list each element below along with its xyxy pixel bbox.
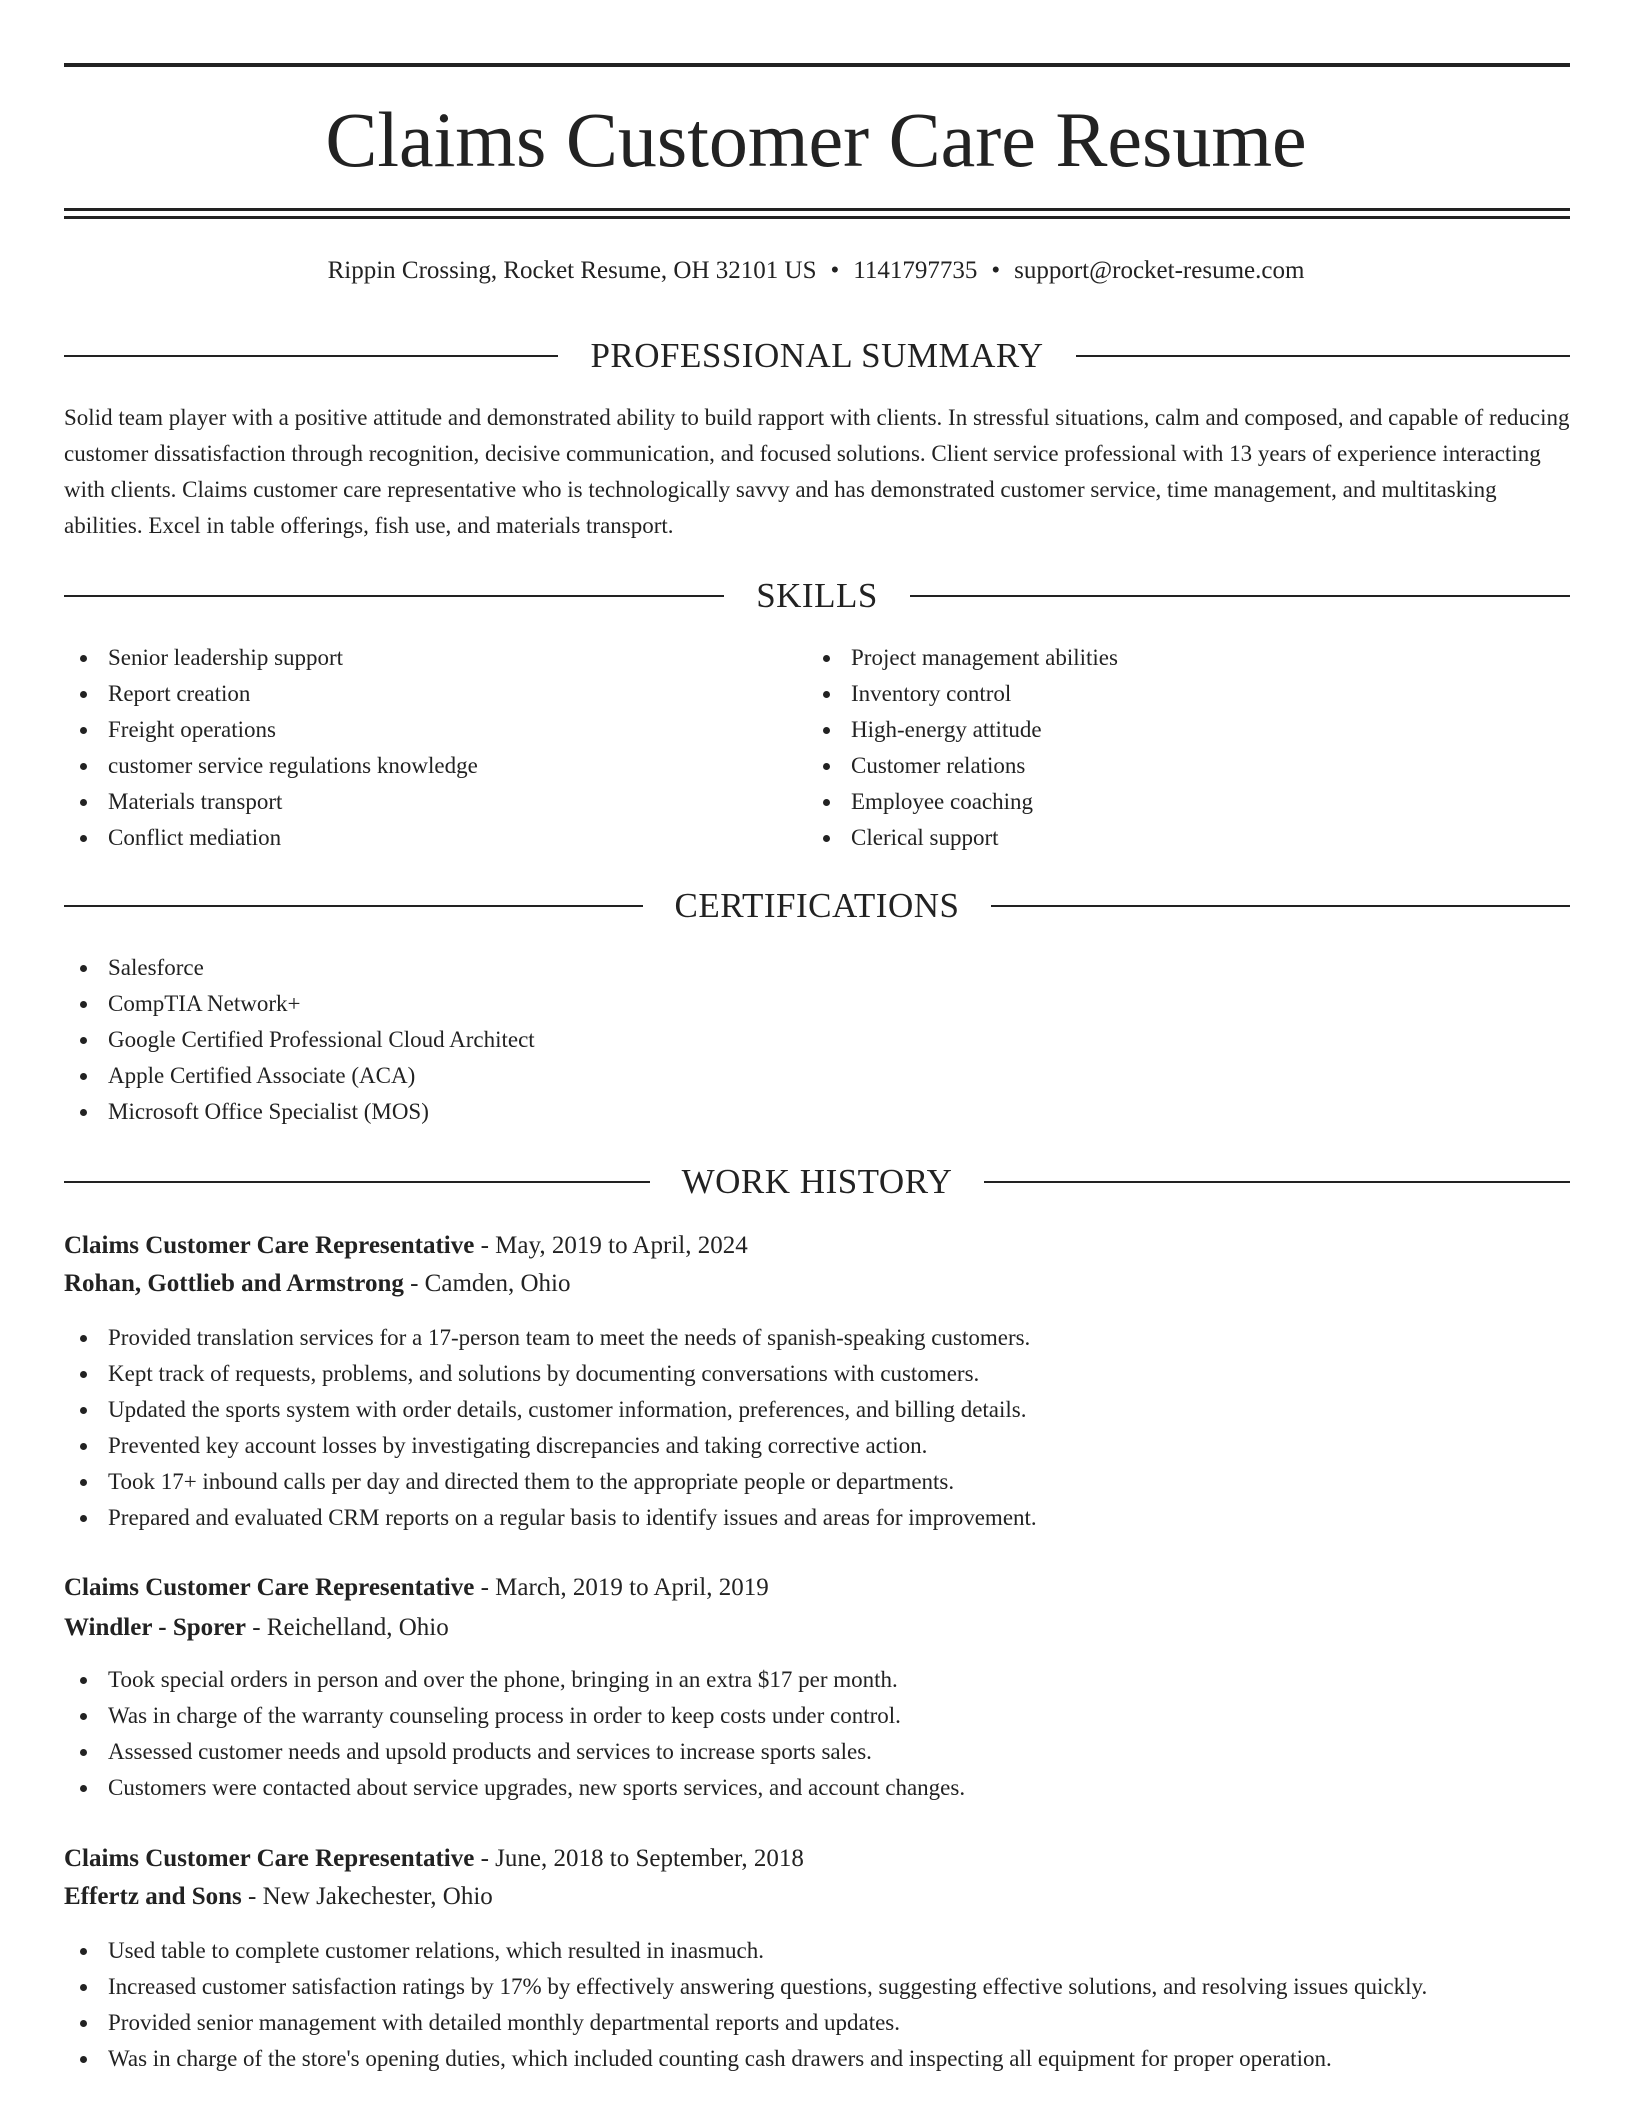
skill-item: Customer relations (807, 748, 1118, 784)
skill-item: Freight operations (64, 712, 478, 748)
job-bullet: Updated the sports system with order details, customer information, preferences, and billing details. (64, 1392, 1037, 1428)
job-dates: - June, 2018 to September, 2018 (474, 1845, 804, 1872)
section-heading-certifications (64, 886, 1570, 926)
job-bullet: Provided translation services for a 17-person team to meet the needs of spanish-speaking customers. (64, 1320, 1037, 1356)
contact-separator: • (991, 257, 1001, 284)
certification-item: Google Certified Professional Cloud Architect (64, 1022, 535, 1058)
top-rule (64, 63, 1570, 67)
certification-item: CompTIA Network+ (64, 986, 535, 1022)
heading-rule (1076, 355, 1570, 357)
heading-rule (984, 1181, 1570, 1183)
certification-item: Apple Certified Associate (ACA) (64, 1058, 535, 1094)
resume-title: Claims Customer Care Resume (325, 96, 1307, 183)
job-bullet: Prevented key account losses by investigating discrepancies and taking corrective action. (64, 1428, 1037, 1464)
contact-line (0, 253, 1632, 289)
skill-item: Clerical support (807, 820, 1118, 856)
contact-separator: • (830, 257, 840, 284)
job-bullet: Provided senior management with detailed monthly departmental reports and updates. (64, 2005, 1427, 2041)
job-company-line (64, 1266, 571, 1302)
job-bullets (64, 1320, 1037, 1536)
skill-item: Report creation (64, 676, 478, 712)
heading-rule (991, 905, 1570, 907)
heading-rule (64, 355, 558, 357)
job-bullet: Was in charge of the store's opening duties, which included counting cash drawers and inspecting all equipment for proper operation. (64, 2041, 1427, 2077)
job-company: Rohan, Gottlieb and Armstrong (64, 1270, 404, 1297)
job-bullets (64, 1933, 1427, 2077)
section-title: SKILLS (756, 576, 878, 615)
contact-phone: 1141797735 (853, 257, 978, 284)
job-bullet: Took 17+ inbound calls per day and directed them to the appropriate people or departments. (64, 1464, 1037, 1500)
section-title: WORK HISTORY (681, 1162, 953, 1201)
job-bullet: Prepared and evaluated CRM reports on a regular basis to identify issues and areas for improvement. (64, 1500, 1037, 1536)
job-dates: - March, 2019 to April, 2019 (474, 1574, 769, 1601)
heading-rule (64, 595, 724, 597)
certifications-list (64, 950, 535, 1130)
job-company: Windler - Sporer (64, 1614, 246, 1641)
skill-item: Inventory control (807, 676, 1118, 712)
skills-list-left (64, 640, 478, 856)
heading-rule (910, 595, 1570, 597)
certification-item: Microsoft Office Specialist (MOS) (64, 1094, 535, 1130)
section-heading-skills (64, 576, 1570, 616)
skill-item: Employee coaching (807, 784, 1118, 820)
job-company-line (64, 1610, 449, 1646)
job-title: Claims Customer Care Representative (64, 1845, 475, 1872)
job-bullet: Increased customer satisfaction ratings by 17% by effectively answering questions, suggesting effective solutions, and resolving issues quickly. (64, 1969, 1427, 2005)
title-double-rule-upper (64, 208, 1570, 211)
section-heading-work-history (64, 1162, 1570, 1202)
heading-rule (64, 1181, 650, 1183)
job-company: Effertz and Sons (64, 1883, 242, 1910)
skill-item: Conflict mediation (64, 820, 478, 856)
job-dates: - May, 2019 to April, 2024 (474, 1232, 748, 1259)
job-location: - Reichelland, Ohio (245, 1614, 449, 1641)
job-title: Claims Customer Care Representative (64, 1574, 475, 1601)
contact-address: Rippin Crossing, Rocket Resume, OH 32101 US (327, 257, 817, 284)
job-title-line (64, 1570, 769, 1606)
job-bullet: Kept track of requests, problems, and solutions by documenting conversations with customers. (64, 1356, 1037, 1392)
job-bullet: Took special orders in person and over the phone, bringing in an extra $17 per month. (64, 1662, 965, 1698)
skill-item: Materials transport (64, 784, 478, 820)
job-location: - Camden, Ohio (403, 1270, 571, 1297)
contact-email[interactable]: support@rocket-resume.com (1014, 257, 1305, 284)
title-double-rule-lower (64, 216, 1570, 219)
heading-rule (64, 905, 643, 907)
job-bullet: Customers were contacted about service upgrades, new sports services, and account changes. (64, 1770, 965, 1806)
skill-item: High-energy attitude (807, 712, 1118, 748)
job-bullet: Was in charge of the warranty counseling process in order to keep costs under control. (64, 1698, 965, 1734)
job-bullets (64, 1662, 965, 1806)
skill-item: Project management abilities (807, 640, 1118, 676)
certification-item: Salesforce (64, 950, 535, 986)
job-company-line (64, 1879, 493, 1915)
job-title-line (64, 1228, 748, 1264)
section-title: CERTIFICATIONS (674, 886, 960, 925)
section-title: PROFESSIONAL SUMMARY (590, 336, 1044, 375)
section-heading-summary (64, 336, 1570, 376)
job-title: Claims Customer Care Representative (64, 1232, 475, 1259)
summary-text: Solid team player with a positive attitude and demonstrated ability to build rapport with clients. In stressful situations, calm and composed, and capable of reducing customer dissatisfaction through recognition, decisive communication, and focused solutions. Client service professional with 13 years of experience interacting with clients. Claims customer care representative who is technologically savvy and has demonstrated customer service, time management, and multitasking abilities. Excel in table offerings, fish use, and materials transport. (64, 405, 1570, 538)
skills-list-right (807, 640, 1118, 856)
skill-item: Senior leadership support (64, 640, 478, 676)
skill-item: customer service regulations knowledge (64, 748, 478, 784)
job-location: - New Jakechester, Ohio (241, 1883, 493, 1910)
job-bullet: Used table to complete customer relations, which resulted in inasmuch. (64, 1933, 1427, 1969)
job-bullet: Assessed customer needs and upsold products and services to increase sports sales. (64, 1734, 965, 1770)
job-title-line (64, 1841, 804, 1877)
